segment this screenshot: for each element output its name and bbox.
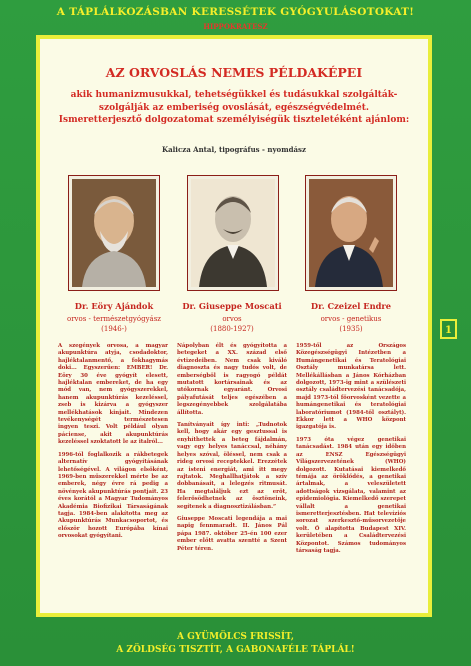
person-role: orvos - természetgyógyász <box>67 315 161 323</box>
paragraph: Tanítványait így inti: „Tudnotok kell, hogy akár egy gesztussal is enyhíthettek a beteg fájdalmán, vagy egy helyes tanáccsal, néhány helyes szóval, öléssel, nem csak a rideg orvosi receptekkel. Erezzétek az isteni energiát, ami itt megy rajtatok. Meghallhatjátok a szív dobbanásait, a lelegzés ritmusát. Ha megtaláljuk ezt az erőt, felerősödhetnek az ösztöneink, segítenek a diagnosztizálásban.” <box>177 422 287 510</box>
portrait-czeizel-image <box>309 179 393 287</box>
portrait-eory-image <box>72 179 156 287</box>
footer-line-1: A GYÜMÖLCS FRISSÍT, <box>177 632 294 642</box>
paragraph: 1973 óta végez genetikai tanácsadást. 1984 után egy időben az ENSZ Egészségügyi Világszervezetének (WHO) dolgozott. Kutatásai kiemelkedő témája az öröklődés, a genetikai ártalmak, a veleszületett adottságok vizsgálata, valamint az epidemiológia. Kiemelkedő szerepet vállalt a genetikai ismeretterjesztésben. Hat televíziós sorozat szerkesztő-műsorvezetője volt. Ő alapította Budapest XIV. kerületében a Családtervezési Központot. Számos tudományos társaság tagja. <box>296 436 406 554</box>
paragraph: 1959-től az Országos Közegészségügyi Intézetben a Humángenetikai és Teratológiai Osztály munkatársa lett. Mellékállásban a János Kórházban dolgozott, 1973-ig mint a szülészeti osztály családtervezési tanácsadója, majd 1973-tól főorvosként vezette a humángenetikai és teratológiai laboratóriumot (1984-től osztályt). Ekkor lett a WHO központ igazgatója is. <box>296 343 406 431</box>
paragraph: Nápolyban élt és gyógyította a betegeket a XX. század első évtizedeiben. Nem csak kiváló diagnoszta és nagy tudós volt, de emberségből is ragyogó példát mutatott kortársainak és az utókornak egyaránt. Orvosi pályafutását teljes egészében a legszegényebbek szolgálatába állította. <box>177 343 287 416</box>
portrait-moscati <box>187 175 279 291</box>
text-column-czeizel <box>296 343 406 560</box>
text-column-moscati <box>177 343 287 558</box>
person-name: Dr. Czeizel Endre <box>310 301 392 311</box>
footer-line-2: A ZÖLDSÉG TISZTÍT, A GABONAFÉLE TÁPLÁL! <box>116 645 355 655</box>
person-years: (1946-) <box>101 325 127 333</box>
paragraph: 1996-tól foglalkozik a rákbetegek alternatív gyógyításának lehetőségével. A világon elsőként, 1969-ben műszerekkel mérte be az emberek, négy évre rá pedig a növények akupunktúrás pontjait. 23 éves korától a Magyar Tudományos Akadémia Biofizikai Társaságának tagja. 1984-ben alakította meg az Akupunktúrás Munkacsoportot, és először hozott Európába kínai orvosokat gyógyítani. <box>58 451 168 540</box>
portrait-moscati-image <box>191 179 275 287</box>
portrait-czeizel <box>305 175 397 291</box>
portrait-eory <box>68 175 160 291</box>
page-number: 1 <box>440 319 457 339</box>
poster-frame <box>36 35 432 617</box>
person-years: (1935) <box>339 325 363 333</box>
person-name: Dr. Giuseppe Moscati <box>182 301 282 311</box>
paragraph: A szegények orvosa, a magyar akupunktúra atyja, csodadoktor, hajléktalanmentő, a fokhagymás doki... Egyszerűen: EMBER! Dr. Eöry 30 éve gyógyít elesett, hajléktalan embereket, de ha egy mód van, nem gyógyszerekkel, hanem akupunktúrás kezeléssel, zseb is kizárva a gyógyszer mellékhatások kinjait. Mindezen tevékenységét természetesen ingyen teszi. Volt például olyan páciense, akit akupunktúrás kezeléssel szoktatott le az italról... <box>58 343 168 446</box>
person-years: (1880-1927) <box>210 325 254 333</box>
page-title: AZ ORVOSLÁS NEMES PÉLDAKÉPEI <box>105 65 363 80</box>
text-column-eory <box>58 343 168 546</box>
top-subtitle: HIPPOKRATESZ <box>203 22 268 31</box>
top-banner: A TÁPLÁLKOZÁSBAN KERESSÉTEK GYÓGYULÁSOTOKAT! <box>56 6 415 18</box>
person-name: Dr. Eöry Ajándok <box>74 301 154 311</box>
lead-text: akik humanizmusukkal, tehetségükkel és tudásukkal szolgálták-szolgálják az emberiség ovoslását, egészségvédelmét. Ismeretterjesztő dolgozatomat személyiségük tiszteletéként ajánlom: <box>58 90 410 125</box>
paragraph: Giuseppe Moscati legendája a mai napig fennmaradt. II. János Pál pápa 1987. október 25-én 100 ezer ember előtt avatta szentté a Szent Péter téren. <box>177 515 287 552</box>
person-role: orvos <box>222 315 242 323</box>
person-role: orvos - genetikus <box>320 315 382 323</box>
author-credit: Kalicza Antal, tipográfus - nyomdász <box>162 145 306 154</box>
